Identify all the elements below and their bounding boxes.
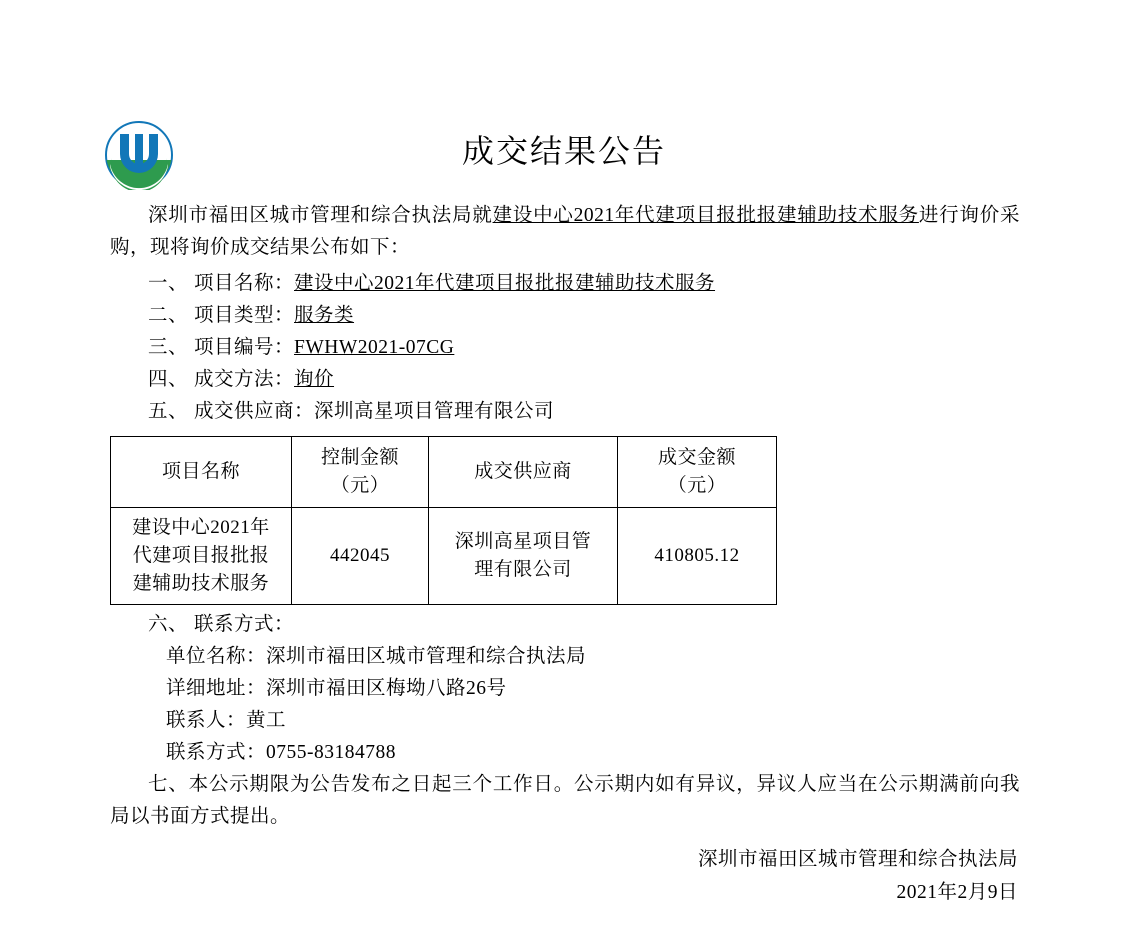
item-label: 项目类型： <box>194 305 295 326</box>
contact-line: 联系人：黄工 <box>166 710 287 731</box>
item-value: 深圳高星项目管理有限公司 <box>314 401 555 422</box>
cell-deal-amount: 410805.12 <box>618 508 777 605</box>
list-item <box>110 300 1020 332</box>
list-item <box>110 268 1020 300</box>
list-item <box>110 396 1020 428</box>
cell-line: 建设中心2021年 <box>132 517 270 538</box>
item-number: 五、 <box>148 401 189 422</box>
item-number: 七、 <box>148 774 189 795</box>
notice-text: 本公示期限为公告发布之日起三个工作日。公示期内如有异议，异议人应当在公示期满前向我局以书面方式提出。 <box>110 774 1020 827</box>
cell-project-name <box>111 508 292 605</box>
contact-line: 联系方式：0755-83184788 <box>166 742 396 763</box>
cell-line: 理有限公司 <box>474 559 572 580</box>
item-label: 项目名称： <box>194 273 295 294</box>
list-item <box>110 332 1020 364</box>
contact-heading-label: 联系方式： <box>194 614 295 635</box>
header-line: （元） <box>330 475 390 496</box>
item-number: 一、 <box>148 273 189 294</box>
intro-paragraph <box>110 200 1020 264</box>
intro-prefix: 深圳市福田区城市管理和综合执法局就 <box>148 205 493 226</box>
page-title: 成交结果公告 <box>461 133 666 169</box>
item-label: 项目编号： <box>194 337 295 358</box>
header-line: 成交金额 <box>657 447 736 468</box>
result-table <box>110 436 777 605</box>
list-item <box>110 364 1020 396</box>
document-body <box>110 200 1020 909</box>
signature-org: 深圳市福田区城市管理和综合执法局 <box>697 849 1018 870</box>
intro-underlined: 建设中心2021年代建项目报批报建辅助技术服务 <box>492 205 919 226</box>
item-number: 六、 <box>148 614 189 635</box>
signature-block <box>110 843 1020 909</box>
contact-line: 单位名称：深圳市福田区城市管理和综合执法局 <box>166 646 587 667</box>
cell-line: 深圳高星项目管 <box>454 531 592 552</box>
cell-line: 代建项目报批报 <box>132 545 270 566</box>
table-header-row <box>111 437 777 508</box>
table-header-deal-amount <box>618 437 777 508</box>
notice-paragraph <box>110 769 1020 833</box>
item-number: 四、 <box>148 369 189 390</box>
item-label: 成交供应商： <box>194 401 315 422</box>
table-header-control-amount <box>292 437 429 508</box>
cell-line: 建辅助技术服务 <box>132 573 270 594</box>
item-value: FWHW2021-07CG <box>294 337 455 358</box>
header-line: 控制金额 <box>320 447 399 468</box>
header-line: （元） <box>667 475 727 496</box>
item-number: 二、 <box>148 305 189 326</box>
item-value: 询价 <box>294 369 335 390</box>
signature-date: 2021年2月9日 <box>896 882 1018 903</box>
item-label: 成交方法： <box>194 369 295 390</box>
cell-control-amount: 442045 <box>292 508 429 605</box>
intro-suffix: 进行询价采购，现将询价成交结果公布如下： <box>110 205 1020 258</box>
table-header-supplier: 成交供应商 <box>429 437 618 508</box>
cell-supplier <box>429 508 618 605</box>
table-header-project: 项目名称 <box>111 437 292 508</box>
table-row <box>111 508 777 605</box>
contact-heading <box>110 609 1020 641</box>
item-value: 建设中心2021年代建项目报批报建辅助技术服务 <box>294 273 716 294</box>
contact-line: 详细地址：深圳市福田区梅坳八路26号 <box>166 678 507 699</box>
item-value: 服务类 <box>294 305 355 326</box>
item-number: 三、 <box>148 337 189 358</box>
